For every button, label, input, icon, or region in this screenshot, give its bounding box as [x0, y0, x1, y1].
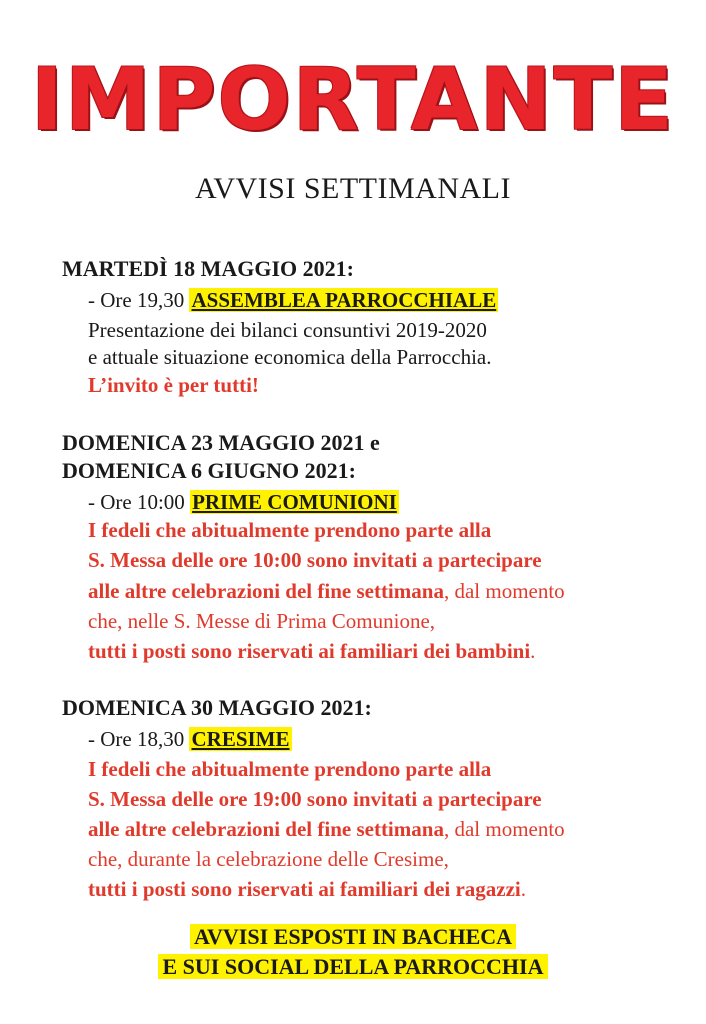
- section3-line3-bold: alle altre celebrazioni del fine settimana: [88, 817, 444, 841]
- section3-line5: [88, 877, 526, 902]
- footer-line1: AVVISI ESPOSTI IN BACHECA: [190, 924, 516, 949]
- section1-event: ASSEMBLEA PARROCCHIALE: [191, 288, 497, 312]
- section2-line1: I fedeli che abitualmente prendono parte alla: [88, 518, 492, 542]
- section3-line1: I fedeli che abitualmente prendono parte alla: [88, 757, 492, 781]
- section1-desc1: Presentazione dei bilanci consuntivi 2019-2020: [88, 318, 487, 342]
- section3-line4: che, durante la celebrazione delle Cresime,: [88, 847, 449, 871]
- section2-line3-rest: , dal momento: [443, 579, 565, 603]
- section3-line5-bold: tutti i posti sono riservati ai familiari dei ragazzi: [88, 877, 521, 901]
- section2-line5-rest: .: [530, 639, 536, 663]
- section3-line3: [88, 817, 565, 842]
- section1-desc2: e attuale situazione economica della Parrocchia.: [88, 345, 492, 369]
- section2-time-line: [88, 490, 399, 515]
- section2-line2: S. Messa delle ore 10:00 sono invitati a partecipare: [88, 548, 542, 572]
- subtitle: AVVISI SETTIMANALI: [195, 172, 511, 205]
- section3-line5-rest: .: [520, 877, 527, 901]
- section1-date: MARTEDÌ 18 MAGGIO 2021:: [62, 256, 354, 281]
- section3-date: DOMENICA 30 MAGGIO 2021:: [62, 695, 372, 720]
- banner-title: IMPORTANTE: [30, 50, 675, 150]
- section2-line3-bold: alle altre celebrazioni del fine settimana: [88, 579, 444, 603]
- section3-time: - Ore 18,30: [88, 727, 190, 751]
- section2-line5-bold: tutti i posti sono riservati ai familiari dei bambini: [88, 639, 531, 663]
- section2-date1: DOMENICA 23 MAGGIO 2021 e: [62, 430, 380, 455]
- section1-time: - Ore 19,30: [88, 288, 190, 312]
- section2-date2: DOMENICA 6 GIUGNO 2021:: [62, 458, 356, 483]
- section2-time: - Ore 10:00: [88, 490, 191, 514]
- section3-line2: S. Messa delle ore 19:00 sono invitati a partecipare: [88, 787, 542, 811]
- section2-line3: [88, 579, 565, 604]
- section2-event: PRIME COMUNIONI: [192, 490, 397, 514]
- section3-line3-rest: , dal momento: [443, 817, 565, 841]
- footer-notice: [0, 922, 706, 982]
- footer-line2: E SUI SOCIAL DELLA PARROCCHIA: [158, 954, 547, 979]
- section3-time-line: [88, 727, 292, 752]
- section1-time-line: [88, 288, 498, 313]
- section3-event: CRESIME: [191, 727, 290, 751]
- section2-line4: che, nelle S. Messe di Prima Comunione,: [88, 609, 436, 633]
- section2-line5: [88, 639, 535, 664]
- section1-invite: L’invito è per tutti!: [88, 373, 259, 397]
